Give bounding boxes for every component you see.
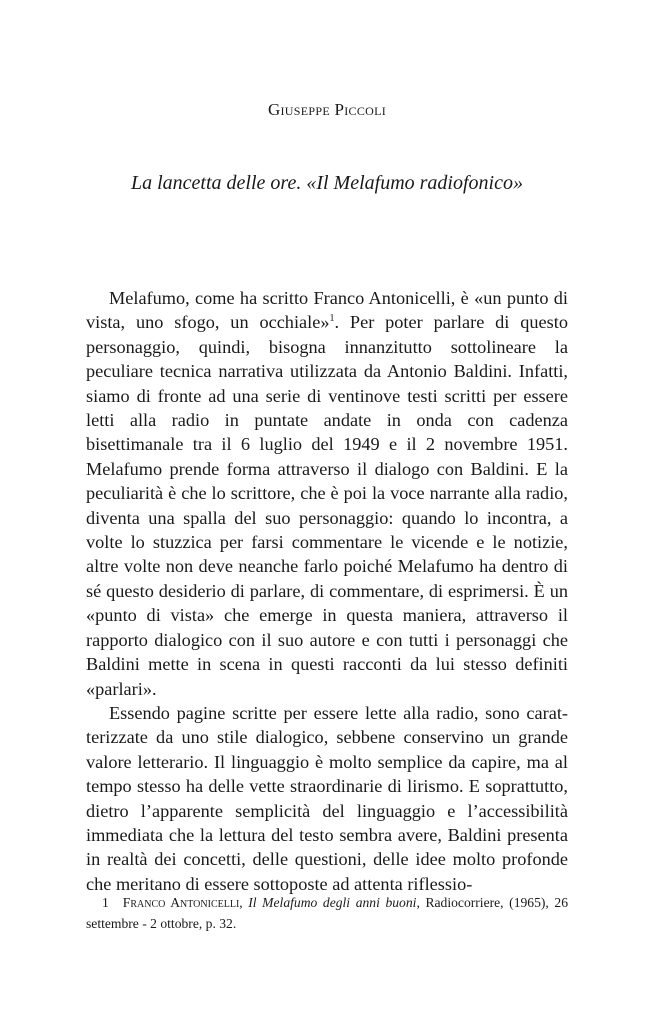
- footnote-number: 1: [102, 895, 109, 910]
- paragraph-2: Essendo pagine scritte per essere lette alla radio, sono caratterizzate da uno stile dialogico, sebbene conservino un grande valore letterario. Il linguaggio è molto semplice da capire, ma al tempo stesso ha delle vette straordinarie di lirismo. E soprattutto, dietro l’apparente semplicità del linguaggio e l’accessibilità immediata che la lettura del testo sembra avere, Baldini presenta in realtà dei concetti, delle questioni, delle idee molto profonde che meritano di essere sottoposte ad attenta riflessio-: [86, 702, 568, 894]
- paragraph-1-text-b: . Per poter parlare di questo personaggio, quindi, bisogna innanzitutto sottolineare la peculiare tecnica narrativa utilizzata da Antonio Baldini. Infatti, siamo di fronte ad una serie di ventinove testi scritti per essere letti alla radio in puntate andate in onda con cadenza bisettimanale tra il 6 luglio del 1949 e il 2 novembre 1951. Melafumo prende forma attraverso il dialogo con Baldini. E la peculiarità è che lo scrittore, che è poi la voce narrante alla radio, diventa una spalla del suo personaggio: quando lo incontra, a volte lo stuzzica per farsi commentare le vicende e le notizie, altre volte non deve neanche farlo poiché Melafumo ha dentro di sé questo desiderio di parlare, di commentare, di esprimersi. È un «punto di vista» che emerge in questa maniera, attraverso il rapporto dialogico con il suo autore e con tutti i personaggi che Baldini mette in scena in questi racconti da lui stesso definiti «parlari».: [86, 312, 568, 699]
- chapter-title: La lancetta delle ore. «Il Melafumo radiofonico»: [131, 172, 523, 194]
- footnote-details: , Radiocorriere, (1965), 26 settembre - 2 ottobre, p. 32.: [86, 895, 568, 931]
- footnote-reference: 1: [329, 313, 335, 325]
- footnote-work-title: Il Melafumo degli anni buoni: [248, 895, 417, 910]
- paragraph-1-text-a: Melafumo, come ha scritto Franco Antonicelli, è «un punto di vista, uno sfogo, un occhiale»: [86, 288, 568, 333]
- book-page: [86, 0, 568, 1020]
- paragraph-1: [86, 286, 568, 701]
- chapter-author: Giuseppe Piccoli: [267, 100, 387, 119]
- footnote-author: Franco Antonicelli: [122, 895, 240, 910]
- footnote: 1 Franco Antonicelli, Il Melafumo degli anni buoni, Radiocorriere, (1965), 26 settembre - 2 ottobre, p. 32.: [86, 895, 568, 931]
- body-text: [86, 286, 568, 896]
